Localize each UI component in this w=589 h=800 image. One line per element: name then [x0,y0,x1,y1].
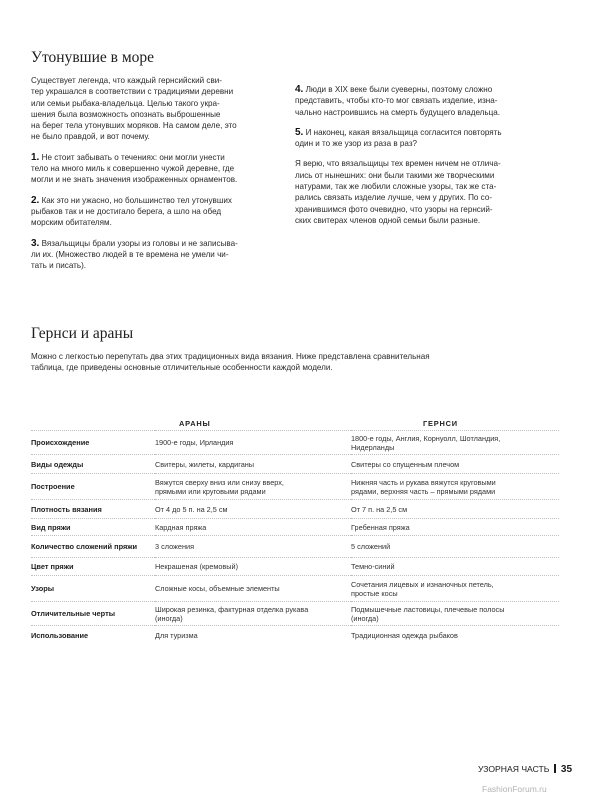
cell-line: Сочетания лицевых и изнаночных петель, [351,579,494,589]
text-line [31,109,281,120]
text-line: таблица, где приведены основные отличительные особенности каждой модели. [31,363,333,373]
table-row [31,431,559,455]
row-label: Происхождение [31,431,155,455]
guernsey-cell [351,474,559,500]
arans-cell [155,474,351,500]
table-row [31,602,559,626]
text-line: Можно с легкостью перепутать два этих традиционных вида вязания. Ниже представлена сравнительная [31,352,430,361]
text-line [295,215,557,226]
text-content: шения была возможность опознать выброшенные [31,109,221,119]
text-content: хранившимся фото очевидно, что узоры на гернсий- [295,204,493,214]
cell-line: (иногда) [155,613,183,623]
paragraph [295,158,557,226]
paragraph [295,84,557,118]
cell-line: Подмышечные ластовицы, плечевые полосы [351,604,505,614]
table-row [31,474,559,500]
cell-line: Свитеры, жилеты, кардиганы [155,459,255,469]
arans-cell [155,536,351,558]
guernsey-cell [351,431,559,455]
text-line [31,206,281,217]
cell-line: 3 сложения [155,542,195,551]
row-label: Отличительные черты [31,602,155,626]
text-content: морским обитателям. [31,218,112,228]
row-label: Виды одежды [31,455,155,474]
cell-line: прямыми или круговыми рядами [155,486,266,496]
cell-line: Свитеры со спущенным плечом [351,459,460,469]
text-content: Вязальщицы брали узоры из головы и не записыва- [41,238,238,248]
text-line [31,152,281,163]
text-content: Люди в XIX веке были суеверны, поэтому сложно [305,85,493,94]
cell-line: 5 сложений [351,542,391,551]
item-number: 5. [295,126,304,138]
text-content: Существует легенда, что каждый гернсийский сви- [31,76,222,85]
cell-line: Сложные косы, объемные элементы [155,584,280,593]
item-number: 1. [31,151,40,163]
paragraph [31,75,281,143]
cell-line: Темно-синий [351,562,395,571]
cell-line: Некрашеная (кремовый) [155,562,239,571]
text-content: ли их. (Множество людей в те времена не умели чи- [31,249,229,259]
cell-line: Нидерланды [351,442,395,452]
text-line [31,260,281,271]
text-line [295,192,557,203]
table-row [31,500,559,519]
text-line [31,163,281,174]
text-line [295,181,557,192]
cell-line: Гребенная пряжа [351,522,410,532]
text-content: или семьи рыбака-владельца. Целью такого укра- [31,98,220,108]
guernsey-cell [351,558,559,576]
text-content: лись от нынешних: они были такими же творческими [295,170,495,180]
footer-section-name: УЗОРНАЯ ЧАСТЬ [478,764,550,774]
guernsey-cell [351,626,559,646]
text-line [31,249,281,260]
text-line [295,170,557,181]
text-line [295,95,557,106]
cell-line: Вяжутся сверху вниз или снизу вверх, [155,477,284,487]
text-content: рыбаков так и не достигало берега, а шло на обед [31,206,222,216]
table-row [31,576,559,602]
item-number: 2. [31,194,40,206]
row-label: Цвет пряжи [31,558,155,576]
paragraph [31,195,281,229]
arans-cell [155,455,351,474]
arans-cell [155,500,351,519]
cell-line: От 4 до 5 п. на 2,5 см [155,504,228,514]
cell-line: Для туризма [155,631,198,641]
table-row [31,558,559,576]
text-content: Не стоит забывать о течениях: они могли унести [41,152,225,162]
text-line [31,174,281,185]
text-content: чально настроившись на смерть будущего владельца. [295,107,500,117]
row-label: Вид пряжи [31,519,155,536]
text-content: тело на много миль к совершенно чужой деревне, где [31,164,235,174]
footer-separator [554,764,556,773]
text-content: Я верю, что вязальщицы тех времен ничем не отлича- [295,159,501,169]
text-content: натурами, так же любили сложные узоры, так же ста- [295,182,497,192]
cell-line: рядами, верхняя часть – прямыми рядами [351,486,496,496]
paragraph [295,127,557,150]
arans-cell [155,602,351,626]
row-label: Узоры [31,576,155,602]
text-line [295,127,557,138]
text-content: могли и не знать значения изображенных орнаментов. [31,175,238,185]
arans-cell [155,576,351,602]
watermark: FashionForum.ru [482,784,547,794]
cell-line: Нижняя часть и рукава вяжутся круговыми [351,477,496,487]
cell-line: Широкая резинка, фактурная отделка рукава [155,604,309,614]
text-content: один и то же узор из раза в раз? [295,139,418,149]
text-line [31,131,281,142]
arans-cell [155,558,351,576]
comparison-table [31,416,559,646]
text-line [31,195,281,206]
cell-line: От 7 п. на 2,5 см [351,504,408,514]
text-line [31,120,281,131]
guernsey-cell [351,519,559,536]
text-content: тать и писать). [31,261,87,271]
item-number: 4. [295,84,304,95]
arans-cell [155,626,351,646]
cell-line: 1800-е годы, Англия, Корнуолл, Шотландия, [351,433,501,443]
item-number: 3. [31,237,40,249]
text-line [31,86,281,97]
text-content: Как это ни ужасно, но большинство тел утонувших [41,195,232,205]
text-line [295,107,557,118]
table-header-guernsey: ГЕРНСИ [423,418,458,428]
guernsey-cell [351,576,559,602]
guernsey-cell [351,536,559,558]
page-number: 35 [560,764,573,775]
row-label: Построение [31,474,155,500]
paragraph [31,152,281,186]
cell-line: простые косы [351,588,398,598]
guernsey-cell [351,602,559,626]
table-header-blank [31,416,155,431]
cell-line: Кардная пряжа [155,522,207,532]
text-line [31,75,281,86]
cell-line: (иногда) [351,613,379,623]
comparison-intro [31,351,561,374]
text-line [295,84,557,95]
row-label: Плотность вязания [31,500,155,519]
text-line [31,238,281,249]
text-line [295,158,557,169]
text-content: на берег тела утонувших моряков. На самом деле, это [31,121,237,131]
arans-cell [155,431,351,455]
paragraph [31,238,281,272]
text-content: рались связать изделие лучше, чем у других. По со- [295,193,493,203]
row-label: Использование [31,626,155,646]
text-line [31,217,281,228]
cell-line: Традиционная одежда рыбаков [351,631,458,641]
text-content: не было правдой, и вот почему. [31,132,150,142]
guernsey-cell [351,500,559,519]
arans-cell [155,519,351,536]
table-row [31,536,559,558]
text-content: ских свитерах членов одной семьи были разные. [295,215,481,225]
text-content: тер украшался в соответствии с традициями деревни [31,87,234,97]
text-line [295,204,557,215]
text-line [31,98,281,109]
table-row [31,626,559,646]
table-header-arans: АРАНЫ [179,418,211,428]
page-footer [478,764,572,775]
row-label: Количество сложений пряжи [31,536,155,558]
left-column [31,75,281,280]
table-row [31,519,559,536]
right-column [295,84,557,235]
cell-line: 1900-е годы, Ирландия [155,438,234,447]
section-title-guernsey-arans: Гернси и араны [31,325,134,342]
table-row [31,455,559,474]
text-content: представить, чтобы кто-то мог связать изделие, изна- [295,96,498,106]
section-title-drowned: Утонувшие в море [31,49,155,66]
text-content: И наконец, какая вязальщица согласится повторять [305,127,502,137]
text-line [295,138,557,149]
guernsey-cell [351,455,559,474]
